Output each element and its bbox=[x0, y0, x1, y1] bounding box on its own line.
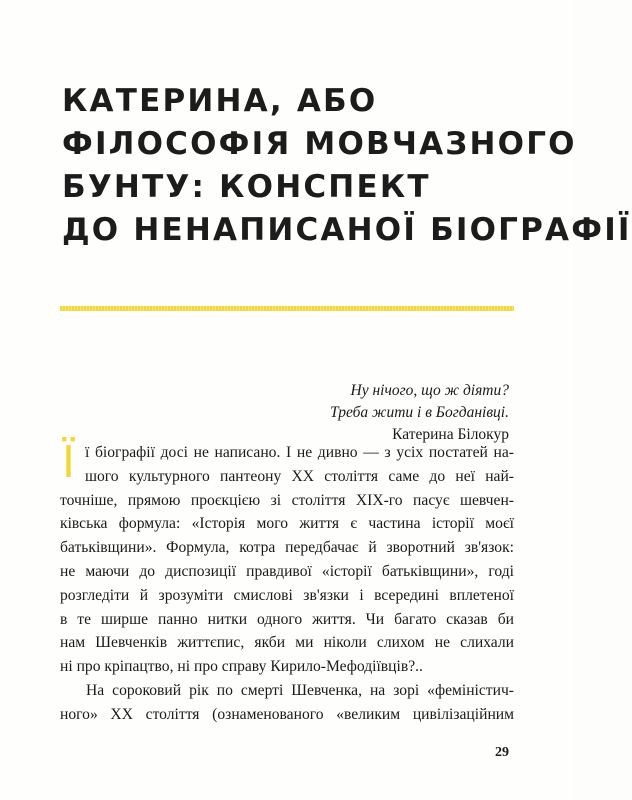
text-line: ного» ХХ століття (ознаменованого «великим цивілізаційним bbox=[60, 705, 514, 723]
epigraph-line: Ну нічого, що ж діяти? bbox=[350, 382, 509, 399]
epigraph-line: Треба жити і в Богданівці. bbox=[329, 404, 509, 421]
text-line: ї біографії досі не написано. І не дивно — з усіх постатей на- bbox=[85, 444, 514, 461]
chapter-title bbox=[62, 80, 632, 252]
body-text bbox=[60, 441, 514, 727]
text-line: батьківщини». Формула, котра передбачає й зворотний зв'язок: bbox=[60, 539, 514, 557]
text-line: точніше, прямою проєкцією зі століття ХІХ-го пасує шевчен- bbox=[60, 491, 514, 509]
title-line: ДО НЕНАПИСАНОЇ БІОГРАФІЇ bbox=[62, 212, 632, 248]
text-line: шого культурного пантеону ХХ століття саме до неї най- bbox=[85, 467, 514, 485]
title-line: ФІЛОСОФІЯ МОВЧАЗНОГО bbox=[62, 126, 577, 162]
text-line: розгледіти й зрозуміти смислові зв'язки і всередині вплетеної bbox=[60, 586, 514, 604]
text-line: нам Шевченків життєпис, якби ми ніколи слихом не слихали bbox=[60, 634, 514, 652]
decorative-divider bbox=[60, 306, 514, 311]
drop-cap: Ї bbox=[62, 437, 75, 488]
epigraph-author: Катерина Білокур bbox=[392, 426, 509, 443]
text-line: в те ширше панно нитки одного життя. Чи багато сказав би bbox=[60, 610, 514, 628]
text-line: На сороковий рік по смерті Шевченка, на зорі «феміністич- bbox=[86, 681, 514, 699]
page-number: 29 bbox=[495, 745, 509, 760]
text-line: ківська формула: «Історія мого життя є частина історії моєї bbox=[60, 515, 514, 533]
title-line: БУНТУ: КОНСПЕКТ bbox=[62, 169, 431, 205]
title-line: КАТЕРИНА, АБО bbox=[62, 83, 378, 119]
text-line: не маючи до диспозиції правдивої «історії батьківщини», годі bbox=[60, 562, 514, 580]
text-line: ні про кріпацтво, ні про справу Кирило-Мефодіївців?.. bbox=[60, 658, 423, 676]
epigraph bbox=[330, 380, 509, 446]
